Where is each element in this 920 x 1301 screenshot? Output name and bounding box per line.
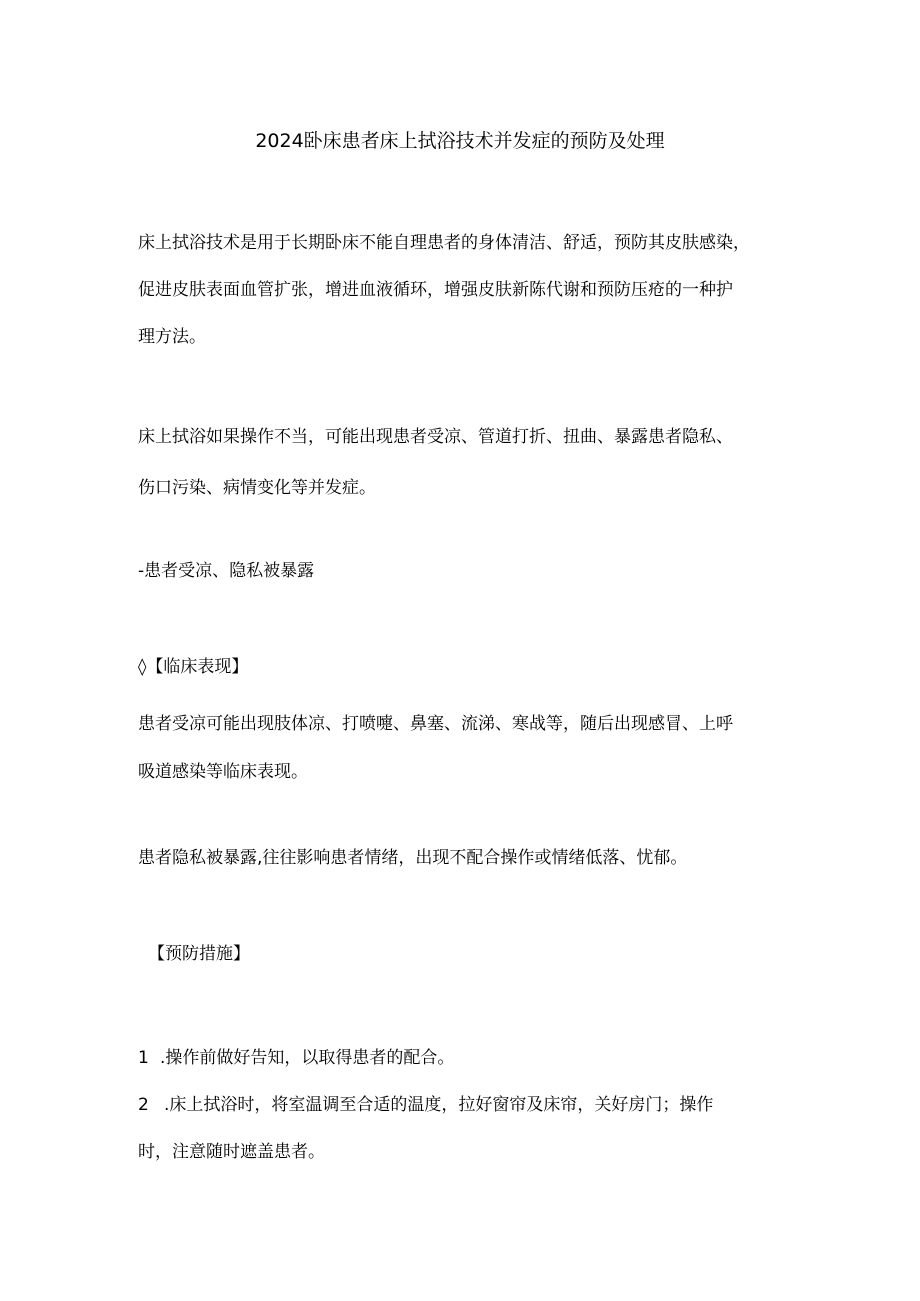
privacy-paragraph: 患者隐私被暴露,往往影响患者情绪，出现不配合操作或情绪低落、忧郁。	[138, 848, 688, 868]
intro-line: 促进皮肤表面血管扩张，增进血液循环，增强皮肤新陈代谢和预防压疮的一种护	[138, 280, 733, 300]
complication-line: 伤口污染、病情变化等并发症。	[138, 478, 376, 498]
prevention-list	[138, 1035, 798, 1176]
intro-line: 床上拭浴技术是用于长期卧床不能自理患者的身体清洁、舒适，预防其皮肤感染，	[138, 233, 750, 253]
list-item-number: 2	[138, 1095, 149, 1115]
clinical-heading: ◊【临床表现】	[138, 657, 249, 677]
complication-line: 床上拭浴如果操作不当，可能出现患者受凉、管道打折、扭曲、暴露患者隐私、	[138, 427, 733, 447]
prevention-heading: 【预防措施】	[148, 944, 250, 964]
clinical-line: 患者受凉可能出现肢体凉、打喷嚏、鼻塞、流涕、寒战等，随后出现感冒、上呼	[138, 714, 733, 734]
list-item	[138, 1082, 798, 1129]
intro-line: 理方法。	[138, 327, 206, 347]
clinical-line: 吸道感染等临床表现。	[138, 762, 308, 782]
section-heading: -患者受凉、隐私被暴露	[138, 561, 315, 581]
list-item	[138, 1035, 798, 1082]
list-item-text: .床上拭浴时，将室温调至合适的温度，拉好窗帘及床帘，关好房门；操作	[164, 1095, 714, 1115]
list-item-number: 1	[138, 1048, 149, 1068]
document-title: 2024卧床患者床上拭浴技术并发症的预防及处理	[255, 130, 665, 152]
complication-paragraph	[138, 412, 798, 514]
clinical-paragraph	[138, 700, 798, 796]
intro-paragraph	[138, 220, 798, 361]
list-item-text: .操作前做好告知，以取得患者的配合。	[160, 1048, 455, 1068]
list-item-continuation: 时，注意随时遮盖患者。	[138, 1142, 325, 1162]
